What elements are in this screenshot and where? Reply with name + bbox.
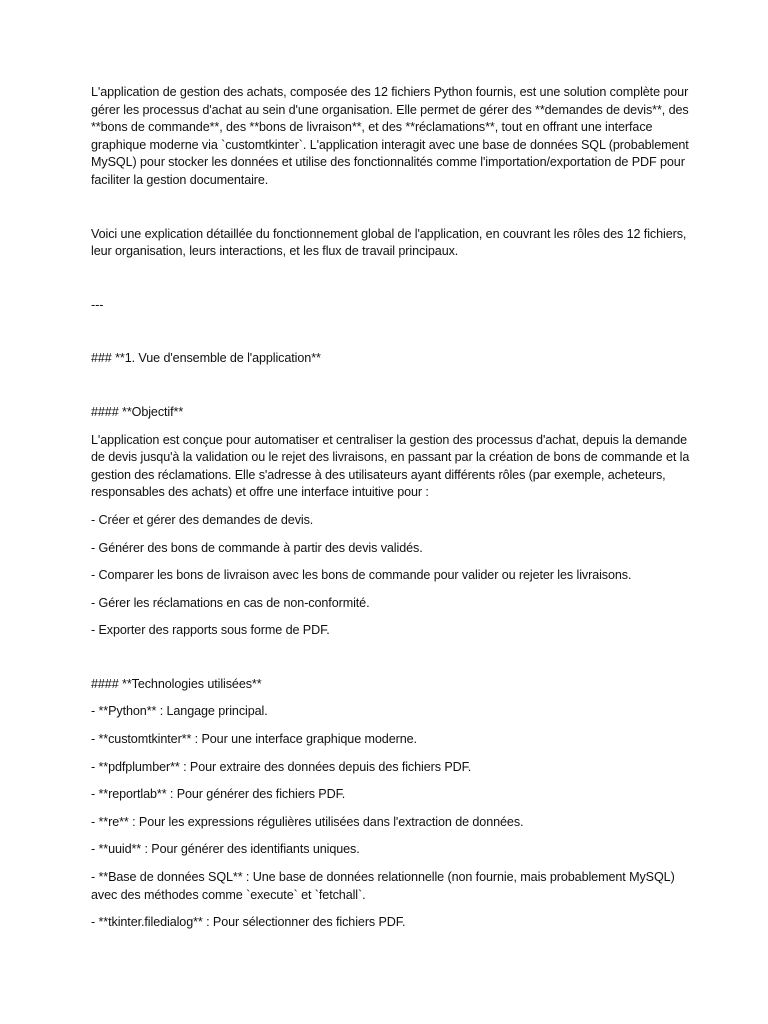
objective-paragraph: L'application est conçue pour automatiser et centraliser la gestion des processus d'achat, depuis la demande de devis jusqu'à la validation ou le rejet des livraisons, en passant par la création de bons de commande et la gestion des réclamations. Elle s'adresse à des utilisateurs ayant différents rôles (par exemple, acheteurs, responsables des achats) et offre une interface intuitive pour : bbox=[91, 432, 690, 500]
intro-paragraph: L'application de gestion des achats, composée des 12 fichiers Python fournis, est une solution complète pour gérer les processus d'achat au sein d'une organisation. Elle permet de gérer des **demandes de devis**, des **bons de commande**, des **bons de livraison**, et des **réclamations**, tout en offrant une interface graphique moderne via `customtkinter`. L'application interagit avec une base de données SQL (probablement MySQL) pour stocker les données et utilise des fonctionnalités comme l'importation/exportation de PDF pour faciliter la gestion documentaire. bbox=[91, 85, 689, 187]
list-item: - **Python** : Langage principal. bbox=[91, 704, 268, 719]
list-item: - Comparer les bons de livraison avec les bons de commande pour valider ou rejeter les livraisons. bbox=[91, 568, 632, 583]
document-page bbox=[91, 84, 691, 932]
list-item: - Générer des bons de commande à partir des devis validés. bbox=[91, 540, 423, 555]
objective-heading: #### **Objectif** bbox=[91, 404, 184, 419]
list-item: - **pdfplumber** : Pour extraire des données depuis des fichiers PDF. bbox=[91, 759, 472, 774]
objective-list bbox=[91, 512, 691, 640]
list-item: - **uuid** : Pour générer des identifiants uniques. bbox=[91, 842, 360, 857]
list-item: - **customtkinter** : Pour une interface graphique moderne. bbox=[91, 732, 417, 747]
separator-line: --- bbox=[91, 297, 104, 312]
list-item: - **Base de données SQL** : Une base de données relationnelle (non fournie, mais probablement MySQL) avec des méthodes comme `execute` et `fetchall`. bbox=[91, 870, 675, 902]
list-item: - Créer et gérer des demandes de devis. bbox=[91, 512, 314, 527]
tech-list bbox=[91, 703, 691, 931]
section1-heading: ### **1. Vue d'ensemble de l'application** bbox=[91, 351, 321, 366]
list-item: - Exporter des rapports sous forme de PDF. bbox=[91, 623, 330, 638]
explanation-paragraph: Voici une explication détaillée du fonctionnement global de l'application, en couvrant les rôles des 12 fichiers, leur organisation, leurs interactions, et les flux de travail principaux. bbox=[91, 226, 687, 259]
tech-heading: #### **Technologies utilisées** bbox=[91, 676, 262, 691]
list-item: - Gérer les réclamations en cas de non-conformité. bbox=[91, 595, 370, 610]
list-item: - **re** : Pour les expressions régulières utilisées dans l'extraction de données. bbox=[91, 814, 524, 829]
list-item: - **reportlab** : Pour générer des fichiers PDF. bbox=[91, 787, 346, 802]
list-item: - **tkinter.filedialog** : Pour sélectionner des fichiers PDF. bbox=[91, 915, 406, 930]
